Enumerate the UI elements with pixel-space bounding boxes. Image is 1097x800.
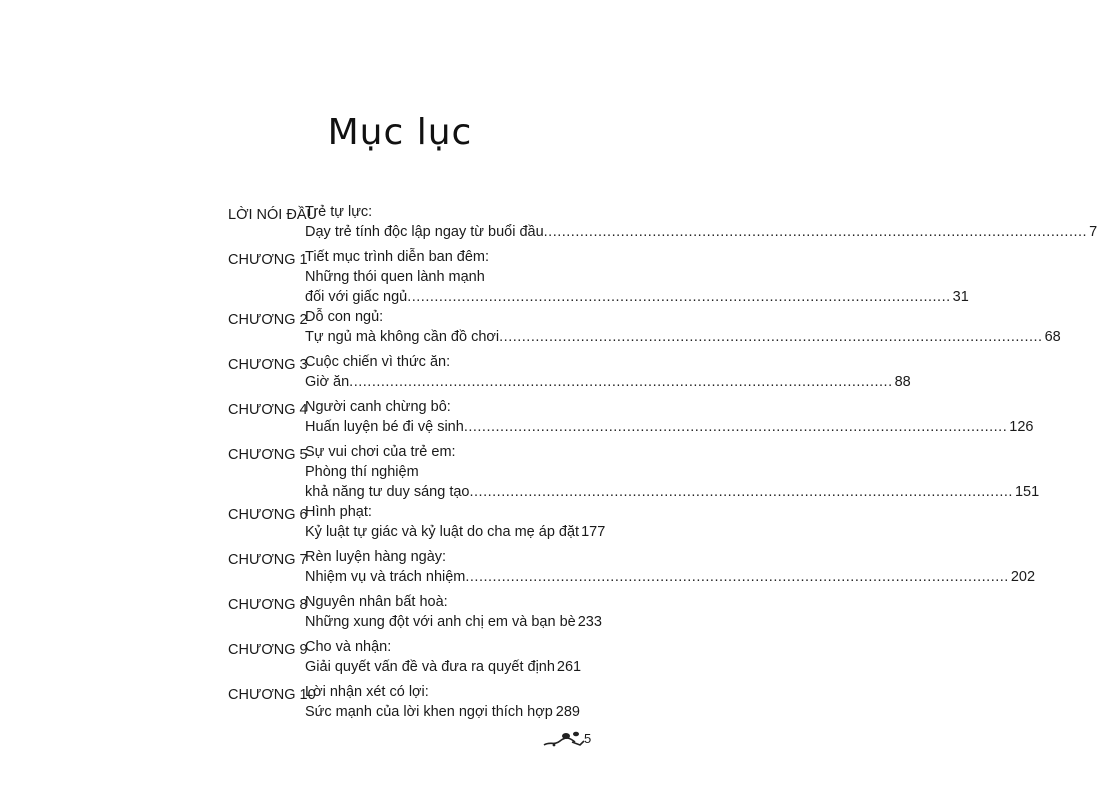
toc-line: [305, 594, 580, 614]
page-number-ref: 31: [952, 289, 969, 305]
toc-line: [305, 684, 580, 704]
chapter-title-text: Người canh chừng bô:: [305, 399, 451, 415]
footprints-icon: [542, 728, 586, 750]
page-number-ref: 151: [1014, 484, 1040, 500]
toc-line-with-page: [305, 289, 969, 309]
chapter-title-text: Lời nhận xét có lợi:: [305, 684, 429, 700]
chapter-title-text: Nhiệm vụ và trách nhiệm: [305, 569, 466, 585]
toc-line-with-page: [305, 374, 911, 394]
chapter-title-text: Sự vui chơi của trẻ em:: [305, 444, 456, 460]
toc-line-with-page: [305, 569, 1036, 589]
chapter-label: CHƯƠNG 8: [228, 597, 308, 613]
toc-line-with-page: [305, 704, 580, 724]
toc-line-with-page: [305, 614, 602, 634]
page-number-ref: 7: [1089, 224, 1097, 240]
chapter-title-text: Những thói quen lành mạnh: [305, 269, 485, 285]
chapter-label: CHƯƠNG 4: [228, 402, 308, 418]
page-number-ref: 126: [1009, 419, 1034, 435]
toc-line-with-page: [305, 484, 1040, 504]
dot-leader: ........................................................................................................................: [543, 224, 1088, 240]
page-number-ref: 177: [581, 524, 606, 540]
page-footer: [542, 728, 602, 752]
dot-leader: ........................................................................................................................: [499, 329, 1043, 345]
chapter-title-text: Huấn luyện bé đi vệ sinh: [305, 419, 464, 435]
chapter-label: CHƯƠNG 9: [228, 642, 308, 658]
chapter-label: CHƯƠNG 10: [228, 687, 316, 703]
toc-line: [305, 249, 580, 269]
chapter-title-text: Hình phạt:: [305, 504, 372, 520]
page-number-ref: 233: [577, 614, 602, 630]
toc-line: [305, 204, 580, 224]
toc-line: [305, 464, 580, 484]
dot-leader: ........................................................................................................................: [463, 419, 1008, 435]
page-number-ref: 68: [1044, 329, 1061, 345]
chapter-title-text: Giờ ăn: [305, 374, 350, 390]
chapter-title-text: Kỷ luật tự giác và kỷ luật do cha mẹ áp đặt: [305, 524, 580, 540]
dot-leader: ........................................................................................................................: [465, 569, 1009, 585]
dot-leader: ........................................................................................................................: [469, 484, 1013, 500]
page-number-ref: 261: [556, 659, 582, 675]
page-number-ref: 88: [894, 374, 911, 390]
chapter-title-text: Cho và nhận:: [305, 639, 392, 655]
toc-line: [305, 354, 580, 374]
toc-line-with-page: [305, 659, 580, 679]
chapter-title-text: Cuộc chiến vì thức ăn:: [305, 354, 451, 370]
chapter-title-text: Dạy trẻ tính độc lập ngay từ buổi đầu: [305, 224, 544, 240]
page-number: 5: [584, 731, 592, 746]
toc-line: [305, 504, 580, 524]
chapter-label: CHƯƠNG 3: [228, 357, 308, 373]
chapter-title-text: đối với giấc ngủ: [305, 289, 408, 305]
chapter-title-text: Dỗ con ngủ:: [305, 309, 384, 325]
chapter-label: CHƯƠNG 2: [228, 312, 308, 328]
toc-line: [305, 309, 580, 329]
chapter-label: LỜI NÓI ĐẦU: [228, 207, 317, 223]
page-number-ref: 202: [1010, 569, 1036, 585]
chapter-title-text: Giải quyết vấn đề và đưa ra quyết định: [305, 659, 555, 675]
dot-leader: ........................................................................................................................: [349, 374, 893, 390]
chapter-label: CHƯƠNG 7: [228, 552, 308, 568]
chapter-label: CHƯƠNG 5: [228, 447, 308, 463]
chapter-label: CHƯƠNG 1: [228, 252, 308, 268]
chapter-title-text: Tiết mục trình diễn ban đêm:: [305, 249, 490, 265]
toc-line-with-page: [305, 419, 1034, 439]
chapter-title-text: Sức mạnh của lời khen ngợi thích hợp: [305, 704, 553, 720]
toc-line: [305, 269, 580, 289]
chapter-title-text: Trẻ tự lực:: [305, 204, 373, 220]
toc-line: [305, 639, 580, 659]
toc-line-with-page: [305, 524, 606, 544]
chapter-title-text: khả năng tư duy sáng tạo: [305, 484, 470, 500]
page-number-ref: 289: [555, 704, 580, 720]
page-title: Mục lục: [327, 112, 473, 153]
chapter-title-text: Tự ngủ mà không cần đồ chơi: [305, 329, 500, 345]
toc-line-with-page: [305, 329, 1061, 349]
dot-leader: ........................................................................................................................: [407, 289, 951, 305]
chapter-title-text: Rèn luyện hàng ngày:: [305, 549, 447, 565]
toc-line: [305, 549, 580, 569]
chapter-label: CHƯƠNG 6: [228, 507, 308, 523]
toc-line: [305, 444, 580, 464]
chapter-title-text: Phòng thí nghiệm: [305, 464, 419, 480]
toc-line-with-page: [305, 224, 1097, 244]
chapter-title-text: Những xung đột với anh chị em và bạn bè: [305, 614, 576, 630]
chapter-title-text: Nguyên nhân bất hoà:: [305, 594, 448, 610]
toc-line: [305, 399, 580, 419]
